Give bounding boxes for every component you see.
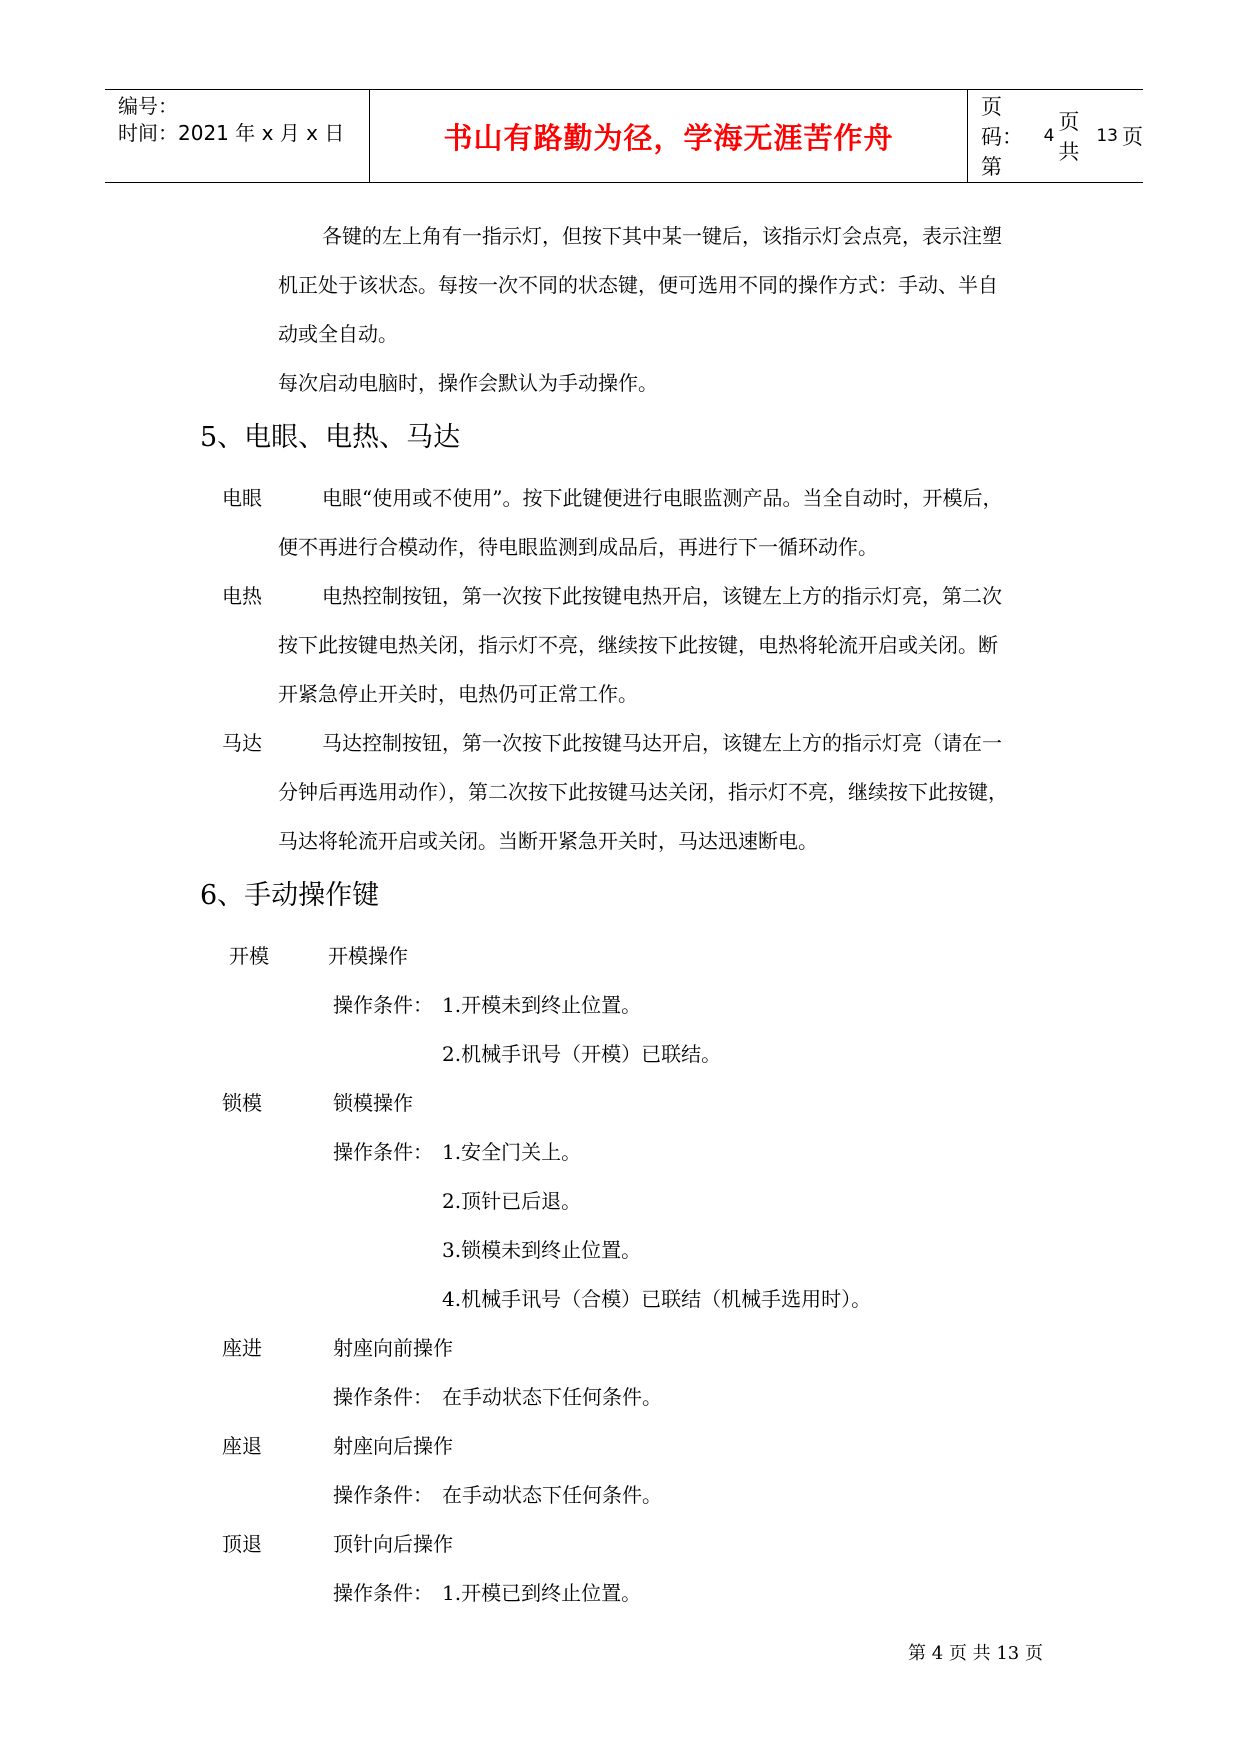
page-total: 13 — [1096, 126, 1118, 146]
heater-line-1: 电热控制按钮，第一次按下此按键电热开启，该键左上方的指示灯亮，第二次 — [322, 584, 1002, 608]
page-prefix: 页码：第 — [981, 95, 1023, 179]
electric-eye-line-1: 电眼“使用或不使用”。按下此键便进行电眼监测产品。当全自动时，开模后， — [322, 486, 1003, 510]
doc-time: 时间：2021 年 x 月 x 日 — [118, 121, 345, 145]
mold-lock-cond-label: 操作条件： — [333, 1140, 433, 1164]
mold-lock-cond-4: 4.机械手讯号（合模）已联结（机械手选用时）。 — [442, 1287, 872, 1311]
item-label-electric-eye: 电眼 — [222, 486, 262, 510]
seat-forward-desc: 射座向前操作 — [333, 1336, 453, 1360]
page-number: 4 — [1043, 126, 1055, 146]
item-label-heater: 电热 — [222, 584, 262, 608]
ejector-back-cond-1: 1.开模已到终止位置。 — [442, 1581, 642, 1605]
doc-number-label: 编号： — [118, 94, 178, 118]
motor-line-1: 马达控制按钮，第一次按下此按键马达开启，该键左上方的指示灯亮（请在一 — [322, 731, 1002, 755]
motor-line-2: 分钟后再选用动作），第二次按下此按键马达关闭，指示灯不亮，继续按下此按键， — [278, 780, 1008, 804]
electric-eye-line-2: 便不再进行合模动作，待电眼监测到成品后，再进行下一循环动作。 — [278, 535, 878, 559]
header-page-indicator — [981, 90, 1143, 182]
heater-line-2: 按下此按键电热关闭，指示灯不亮，继续按下此按键，电热将轮流开启或关闭。断 — [278, 633, 998, 657]
mold-open-cond-2: 2.机械手讯号（开模）已联结。 — [442, 1042, 722, 1066]
item-label-mold-open: 开模 — [229, 944, 269, 968]
page-suffix: 页 — [1122, 125, 1143, 149]
intro-line-3: 动或全自动。 — [278, 322, 398, 346]
mold-open-cond-1: 1.开模未到终止位置。 — [442, 993, 642, 1017]
item-label-mold-lock: 锁模 — [222, 1091, 262, 1115]
seat-back-desc: 射座向后操作 — [333, 1434, 453, 1458]
motor-line-3: 马达将轮流开启或关闭。当断开紧急开关时，马达迅速断电。 — [278, 829, 818, 853]
mold-lock-cond-3: 3.锁模未到终止位置。 — [442, 1238, 642, 1262]
mold-lock-cond-2: 2.顶针已后退。 — [442, 1189, 582, 1213]
section-6-heading: 6、手动操作键 — [200, 880, 380, 911]
item-label-seat-back: 座退 — [222, 1434, 262, 1458]
mold-lock-cond-1: 1.安全门关上。 — [442, 1140, 582, 1164]
page-footer: 第 4 页 共 13 页 — [908, 1643, 1043, 1664]
mold-open-cond-label: 操作条件： — [333, 993, 433, 1017]
item-label-seat-forward: 座进 — [222, 1336, 262, 1360]
seat-forward-cond-label: 操作条件： — [333, 1385, 433, 1409]
header-motto: 书山有路勤为径，学海无涯苦作舟 — [369, 90, 968, 182]
heater-line-3: 开紧急停止开关时，电热仍可正常工作。 — [278, 682, 638, 706]
header-meta — [118, 93, 344, 147]
item-label-ejector-back: 顶退 — [222, 1532, 262, 1556]
intro-line-2: 机正处于该状态。每按一次不同的状态键，便可选用不同的操作方式：手动、半自 — [278, 273, 998, 297]
section-5-heading: 5、电眼、电热、马达 — [200, 422, 461, 453]
seat-forward-cond-1: 在手动状态下任何条件。 — [442, 1385, 662, 1409]
item-label-motor: 马达 — [222, 731, 262, 755]
mold-open-desc: 开模操作 — [328, 944, 408, 968]
intro-line-1: 各键的左上角有一指示灯，但按下其中某一键后，该指示灯会点亮，表示注塑 — [322, 224, 1002, 248]
page-mid: 页 共 — [1058, 110, 1080, 164]
mold-lock-desc: 锁模操作 — [333, 1091, 413, 1115]
ejector-back-desc: 顶针向后操作 — [333, 1532, 453, 1556]
seat-back-cond-label: 操作条件： — [333, 1483, 433, 1507]
intro-line-4: 每次启动电脑时，操作会默认为手动操作。 — [278, 371, 658, 395]
page-header — [105, 89, 1143, 183]
seat-back-cond-1: 在手动状态下任何条件。 — [442, 1483, 662, 1507]
ejector-back-cond-label: 操作条件： — [333, 1581, 433, 1605]
